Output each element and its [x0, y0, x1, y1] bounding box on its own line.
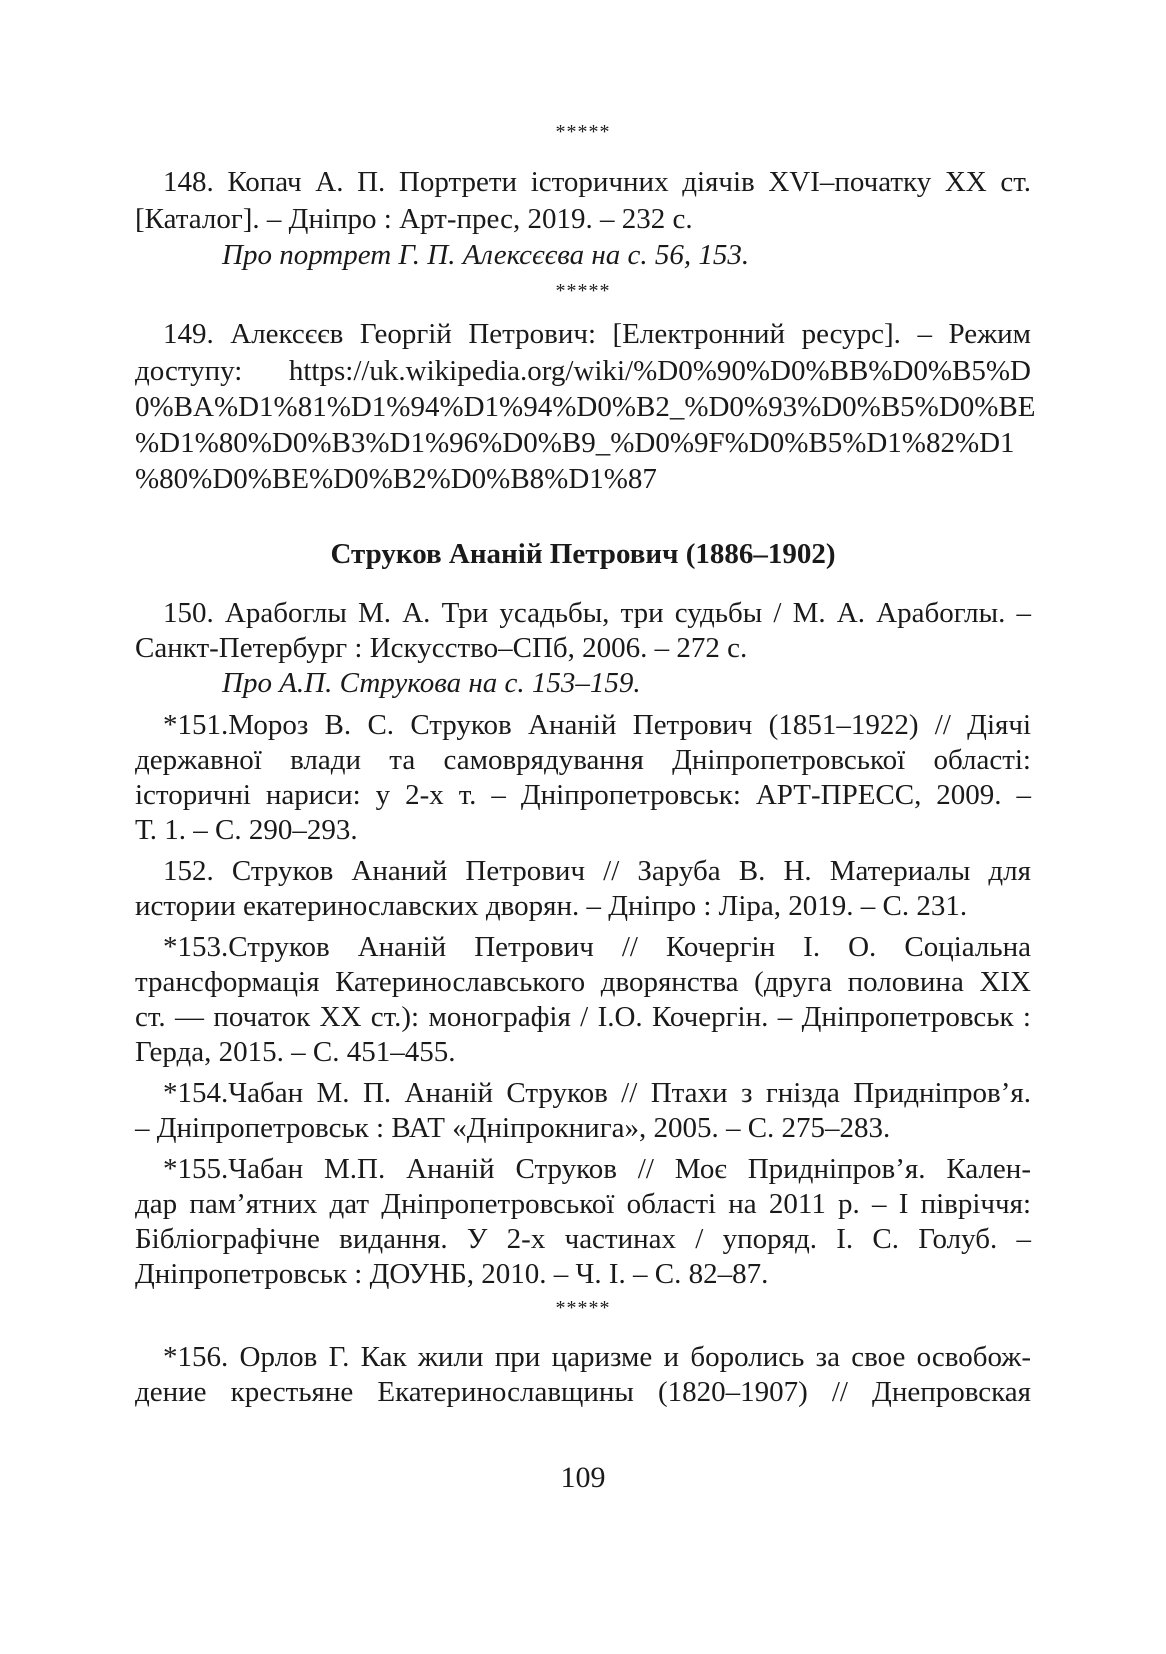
entry-148-line-1: 148. Копач А. П. Портрети історичних діячів XVI–початку XX ст. [163, 166, 1031, 198]
entry-155-line-3: Бібліографічне видання. У 2-х частинах / упоряд. І. С. Голуб. – [135, 1223, 1031, 1255]
entry-154-line-2: – Дніпропетровськ : ВАТ «Дніпрокнига», 2005. – С. 275–283. [135, 1112, 891, 1144]
entry-153-line-4: Герда, 2015. – С. 451–455. [135, 1036, 456, 1068]
entry-153-line-1: *153.Струков Ананій Петрович // Кочергін І. О. Соціальна [163, 931, 1031, 963]
entry-150-note: Про А.П. Струкова на с. 153–159. [222, 667, 641, 699]
entry-148-line-2: [Каталог]. – Дніпро : Арт-прес, 2019. – 232 с. [135, 203, 693, 235]
separator-3: ***** [555, 1297, 611, 1319]
entry-149-line-5: %80%D0%BE%D0%B2%D0%B8%D1%87 [135, 463, 657, 495]
entry-153-line-2: трансформація Катеринославського дворянства (друга половина XIX [135, 966, 1031, 998]
entry-151-line-1: *151.Мороз В. С. Струков Ананій Петрович (1851–1922) // Діячі [163, 709, 1031, 741]
entry-149-line-1: 149. Алексєєв Георгій Петрович: [Електронний ресурс]. – Режим [163, 318, 1031, 350]
entry-151-line-2: державної влади та самоврядування Дніпропетровської області: [135, 744, 1031, 776]
page-number: 109 [560, 1461, 606, 1494]
entry-149-line-3: 0%BA%D1%81%D1%94%D1%94%D0%B2_%D0%93%D0%B5%D0%BE [135, 391, 1036, 423]
entry-152-line-2: истории екатеринославских дворян. – Дніпро : Ліра, 2019. – С. 231. [135, 890, 968, 922]
entry-152-line-1: 152. Струков Ананий Петрович // Заруба В. Н. Материалы для [163, 855, 1031, 887]
entry-156-line-2: дение крестьяне Екатеринославщины (1820–1907) // Днепровская [135, 1376, 1031, 1408]
entry-150-line-1: 150. Арабоглы М. А. Три усадьбы, три судьбы / М. А. Арабоглы. – [163, 597, 1031, 629]
entry-150-line-2: Санкт-Петербург : Искусство–СПб, 2006. – 272 с. [135, 632, 748, 664]
entry-149-line-4: %D1%80%D0%B3%D1%96%D0%B9_%D0%9F%D0%B5%D1%82%D1 [135, 427, 1015, 459]
entry-154-line-1: *154.Чабан М. П. Ананій Струков // Птахи з гнізда Придніпров’я. [163, 1077, 1031, 1109]
entry-151-line-3: історичні нариси: у 2-х т. – Дніпропетровськ: АРТ-ПРЕСС, 2009. – [135, 779, 1031, 811]
entry-155-line-1: *155.Чабан М.П. Ананій Струков // Моє Придніпров’я. Кален- [163, 1153, 1031, 1185]
separator-2: ***** [555, 280, 611, 302]
separator-1: ***** [555, 121, 611, 143]
entry-149-line-2: доступу: https://uk.wikipedia.org/wiki/%D0%90%D0%BB%D0%B5%D [135, 355, 1031, 387]
entry-155-line-2: дар пам’ятних дат Дніпропетровської області на 2011 р. – І півріччя: [135, 1188, 1031, 1220]
entry-156-line-1: *156. Орлов Г. Как жили при царизме и боролись за свое освобож- [163, 1341, 1031, 1373]
entry-148-note: Про портрет Г. П. Алексєєва на с. 56, 153. [222, 239, 750, 271]
entry-155-line-4: Дніпропетровськ : ДОУНБ, 2010. – Ч. І. – С. 82–87. [135, 1258, 769, 1290]
entry-153-line-3: ст. — початок XX ст.): монографія / І.О. Кочергін. – Дніпропетровськ : [135, 1001, 1031, 1033]
section-heading: Струков Ананій Петрович (1886–1902) [330, 538, 836, 570]
entry-151-line-4: Т. 1. – С. 290–293. [135, 814, 358, 846]
